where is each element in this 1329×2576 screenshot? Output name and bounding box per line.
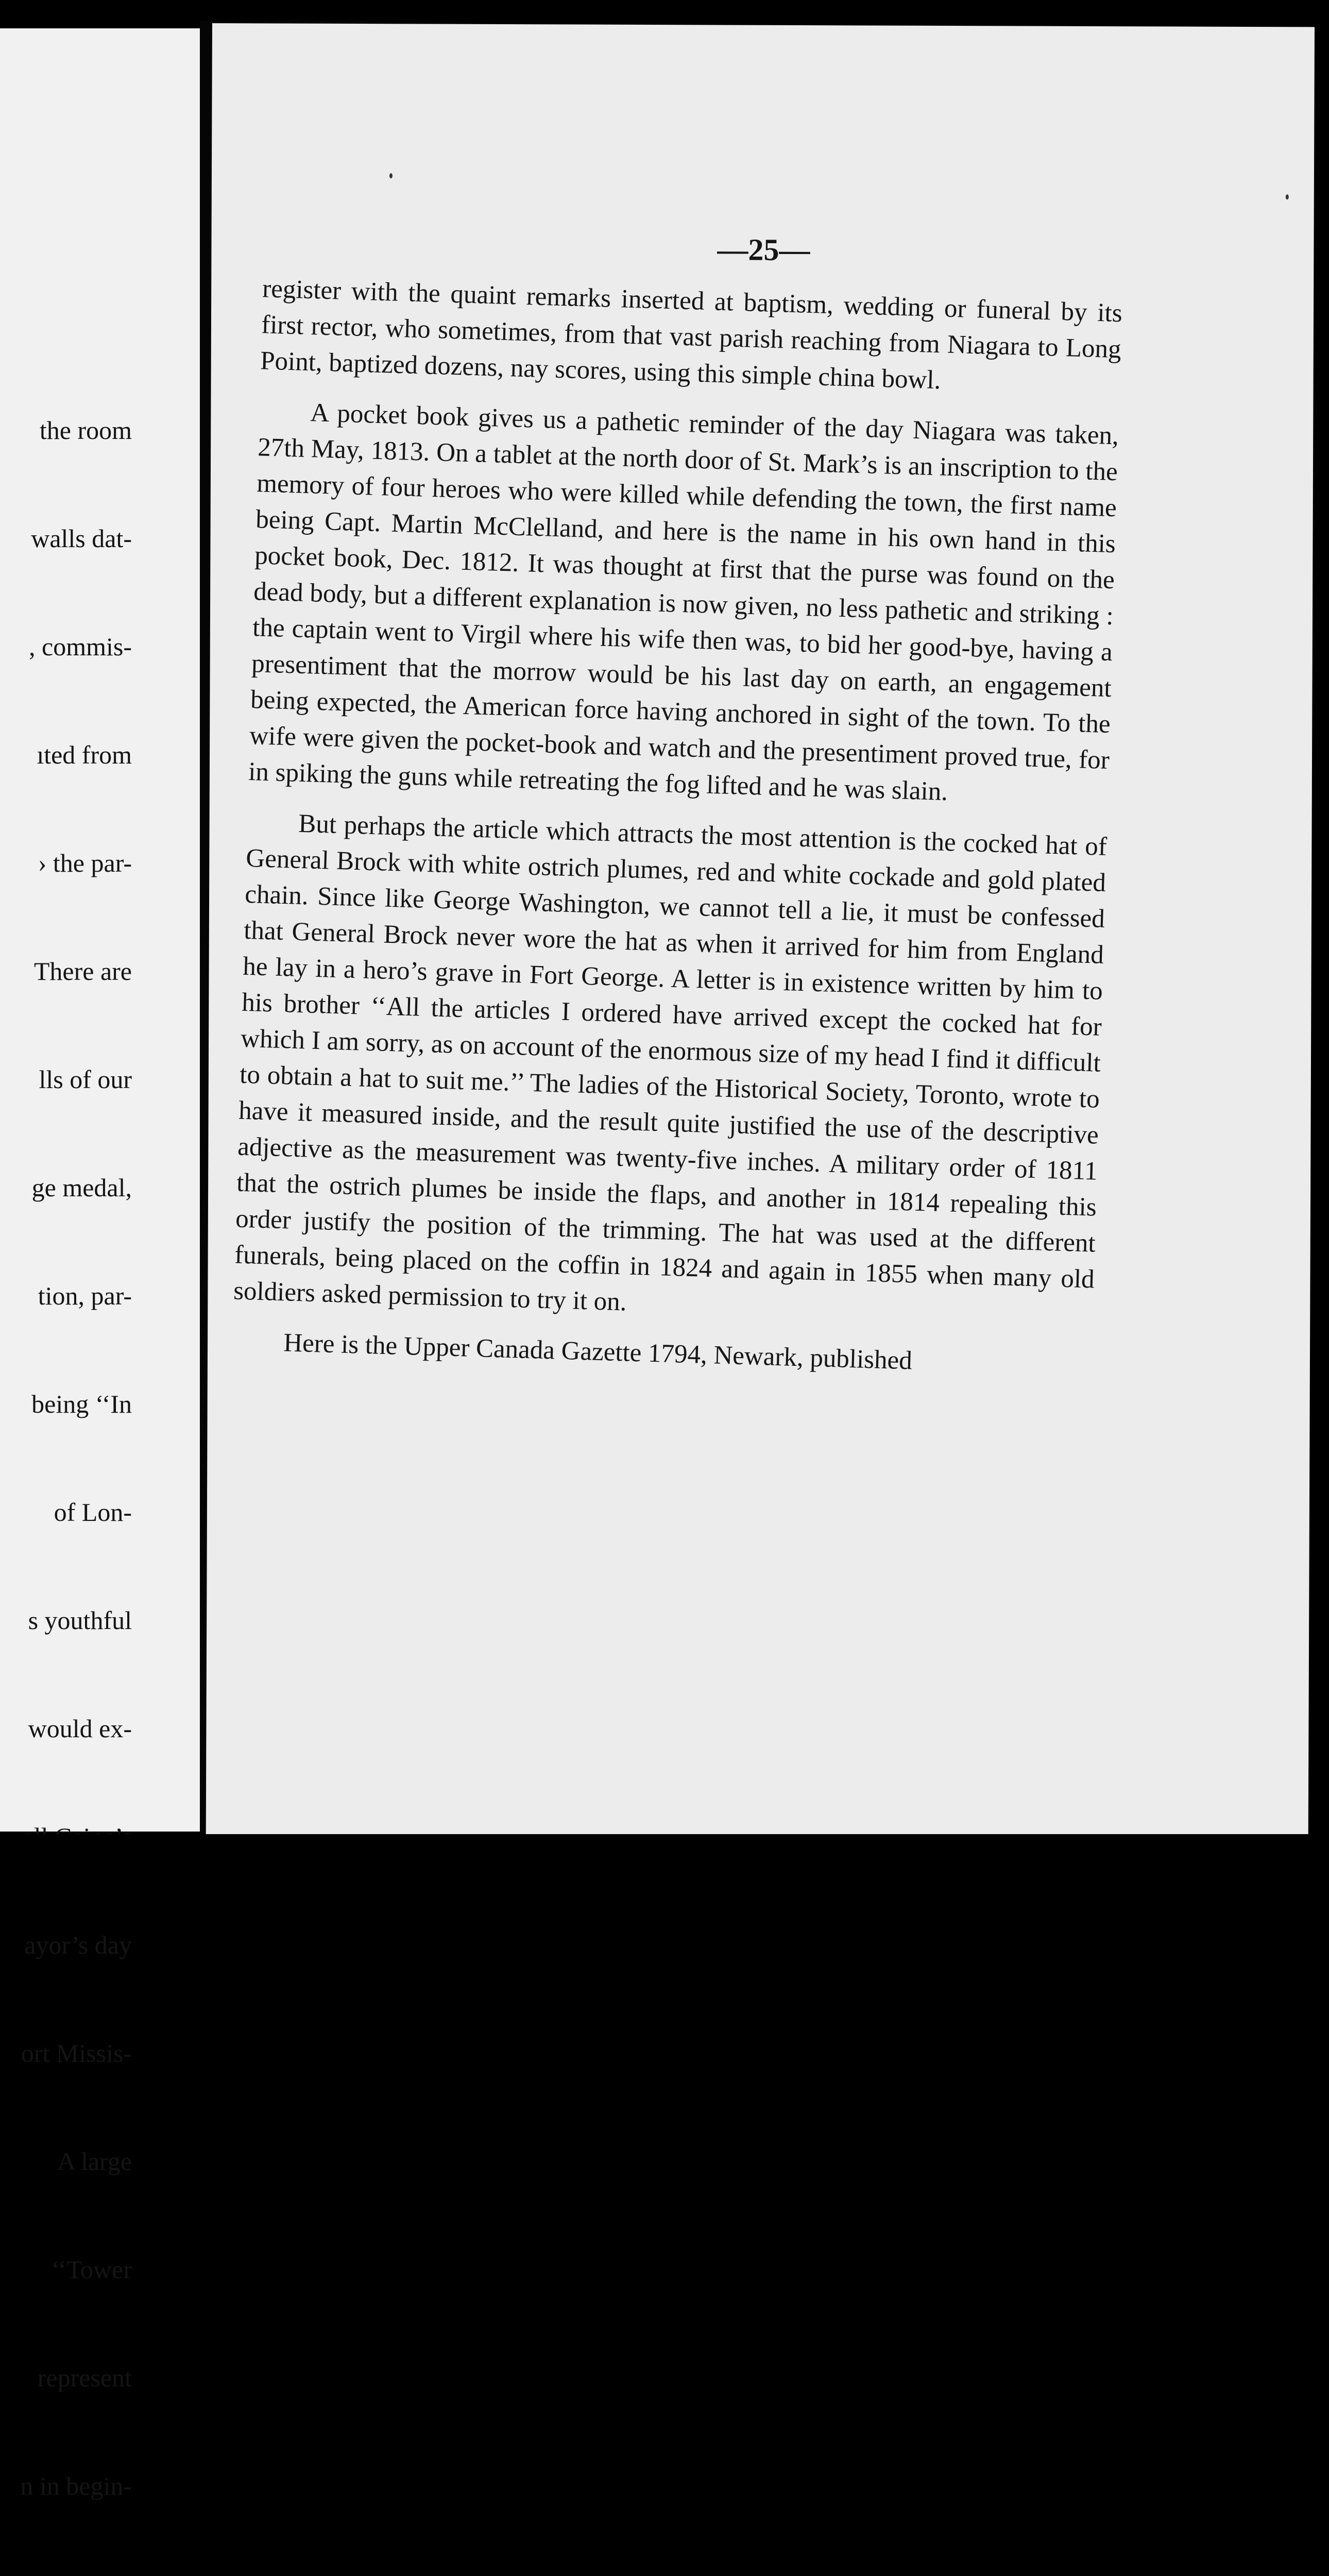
scan-border-bottom xyxy=(0,1834,1329,1867)
page-number: —25— xyxy=(717,232,810,267)
paragraph: register with the quaint remarks inserted at baptism, wedding or funeral by its first rector, who sometimes, from that vast parish reaching from Niagara to Long Point, baptized dozens, nay scores, using this simple china bowl. xyxy=(260,274,1123,395)
left-line: ‘‘Tower xyxy=(51,2255,132,2284)
left-line: represent xyxy=(37,2363,132,2392)
left-page-text xyxy=(0,340,132,2576)
scan-border-right xyxy=(1316,0,1329,1867)
left-line: walls dat- xyxy=(31,524,132,553)
left-line: of Lon- xyxy=(54,1498,132,1527)
left-line: ort Missis- xyxy=(21,2039,132,2067)
left-line: the room xyxy=(39,416,132,445)
left-line: A large xyxy=(57,2147,132,2176)
left-line: ge medal, xyxy=(31,1173,132,1202)
scan-speck xyxy=(389,173,393,178)
left-line: being ‘‘In xyxy=(31,1389,132,1418)
scan-speck xyxy=(1286,194,1289,199)
left-line: There are xyxy=(33,957,132,986)
left-line: lls of our xyxy=(39,1065,132,1094)
left-line: ıted from xyxy=(37,740,132,769)
page-body xyxy=(231,270,1122,1384)
left-line: ayor’s day xyxy=(24,1930,132,1959)
left-line: › the par- xyxy=(38,849,132,877)
left-page xyxy=(0,28,200,2500)
left-line: s youthful xyxy=(28,1606,132,1635)
left-line: tion, par- xyxy=(38,1281,132,1310)
right-page xyxy=(206,23,1315,1840)
left-line: would ex- xyxy=(28,1714,132,1743)
left-line: , commis- xyxy=(29,632,132,661)
left-line: n in begin- xyxy=(20,2471,132,2500)
paragraph: But perhaps the article which attracts the most attention is the cocked hat of General Brock with white ostrich plumes, red and white cockade and gold plated chain. Since like George Washington, we cannot tell a lie, it must be confessed that General Brock never wore the hat as when it arrived for him from England he lay in a hero’s grave in Fort George. A letter is in existence written by him to his brother ‘‘All the articles I ordered have arrived except the cocked hat for which I am sorry, as on account of the enormous size of my head I find it difficult to obtain a hat to suit me.’’ The ladies of the Historical Society, Toronto, wrote to have it measured inside, and the result quite justified the use of the descriptive adjective as the measurement was twenty-five inches. A military order of 1811 that the ostrich plumes be inside the flaps, and another in 1814 repealing this order justify the position of the trimming. The hat was used at the different funerals, being placed on the coffin in 1824 and again in 1855 when many old soldiers asked permission to try it on. xyxy=(233,809,1108,1317)
paragraph: A pocket book gives us a pathetic reminder of the day Niagara was taken, 27th May, 1813. On a tablet at the north door of St. Mark’s is an inscription to the memory of four heroes who were killed while defending the town, the first name being Capt. Martin McClelland, and here is the name in his own hand in this pocket book, Dec. 1812. It was thought at first that the purse was found on the dead body, but a different explanation is now given, no less pathetic and striking : the captain went to Virgil where his wife then was, to bid her good-bye, having a presentiment that the morrow would be his last day on earth, an engagement being expected, the American force having anchored in sight of the town. To the wife were given the pocket-book and watch and the presentiment proved true, for in spiking the guns while retreating the fog lifted and he was slain. xyxy=(248,398,1119,807)
paragraph: Here is the Upper Canada Gazette 1794, Newark, published xyxy=(283,1328,913,1376)
